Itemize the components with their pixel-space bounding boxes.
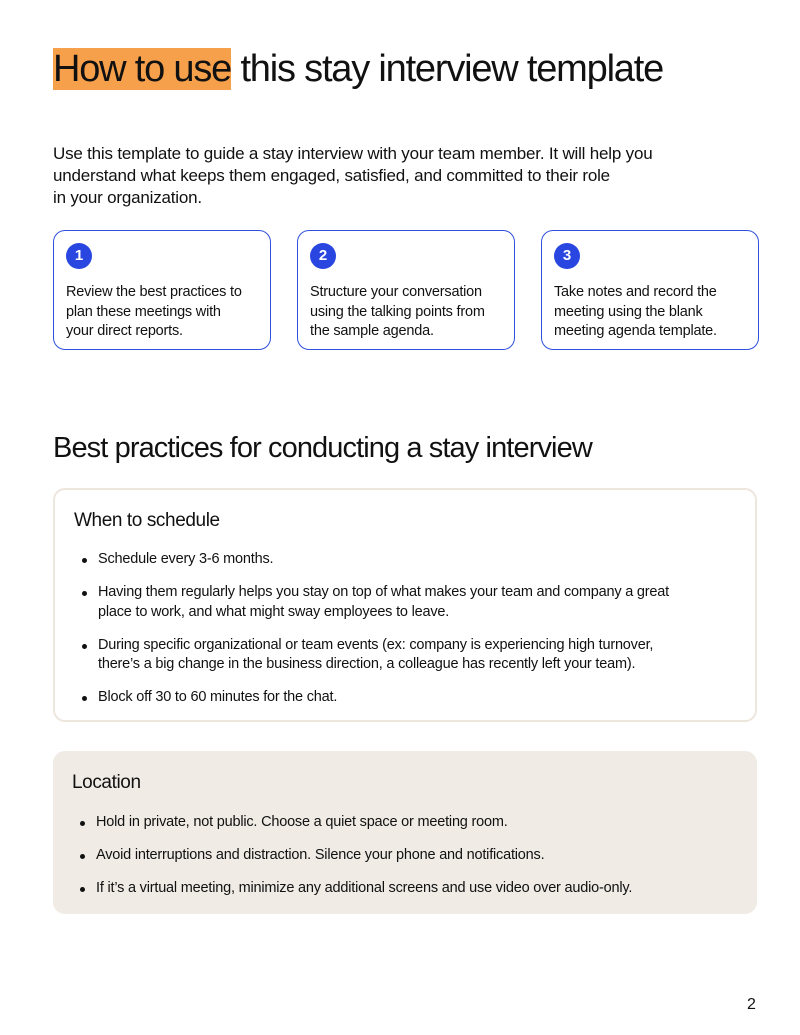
intro-line: in your organization.	[53, 188, 202, 207]
when-to-schedule-card	[53, 488, 757, 722]
step-text-line: meeting agenda template.	[554, 323, 717, 339]
step-text-line: plan these meetings with	[66, 303, 221, 320]
step-card-2	[297, 230, 515, 350]
location-card	[53, 751, 757, 914]
list-item	[80, 813, 730, 833]
step-text-line: your direct reports.	[66, 323, 183, 339]
list-item-line: If it’s a virtual meeting, minimize any additional screens and use video over audio-only.	[96, 880, 633, 896]
intro-line: understand what keeps them engaged, satisfied, and committed to their role	[53, 166, 610, 185]
list-item	[82, 550, 732, 570]
step-number-badge: 3	[554, 243, 580, 269]
title-rest: this stay interview template	[231, 48, 664, 90]
step-text-line: meeting using the blank	[554, 303, 703, 320]
page-number: 2	[747, 996, 756, 1013]
list-item-line: there’s a big change in the business direction, a colleague has recently left your team).	[98, 656, 636, 672]
step-text-line: the sample agenda.	[310, 323, 434, 339]
step-number-badge: 1	[66, 243, 92, 269]
page-title	[53, 47, 663, 91]
step-card-3	[541, 230, 759, 350]
card-heading: When to schedule	[74, 510, 220, 531]
step-text	[66, 283, 264, 342]
list-item-line: Hold in private, not public. Choose a quiet space or meeting room.	[96, 814, 508, 830]
step-number-badge: 2	[310, 243, 336, 269]
intro-line: Use this template to guide a stay interview with your team member. It will help you	[53, 144, 653, 163]
list-item-line: Schedule every 3-6 months.	[98, 551, 274, 567]
list-item	[80, 879, 730, 899]
list-item-line: place to work, and what might sway employees to leave.	[98, 603, 450, 620]
list-item	[82, 636, 732, 675]
intro-paragraph	[53, 143, 713, 209]
step-text-line: Take notes and record the	[554, 284, 717, 300]
step-text-line: Structure your conversation	[310, 284, 482, 300]
title-highlight: How to use	[53, 48, 232, 90]
step-card-1	[53, 230, 271, 350]
step-text-line: using the talking points from	[310, 303, 485, 320]
bullet-list	[80, 813, 730, 912]
step-text	[310, 283, 508, 342]
step-text-line: Review the best practices to	[66, 284, 242, 300]
bullet-list	[82, 550, 732, 721]
list-item	[82, 688, 732, 708]
section-heading: Best practices for conducting a stay interview	[53, 432, 592, 464]
list-item-line: Block off 30 to 60 minutes for the chat.	[98, 689, 338, 705]
card-heading: Location	[72, 772, 141, 793]
list-item	[80, 846, 730, 866]
list-item	[82, 583, 732, 622]
list-item-line: Having them regularly helps you stay on top of what makes your team and company a great	[98, 584, 669, 600]
list-item-line: Avoid interruptions and distraction. Silence your phone and notifications.	[96, 847, 545, 863]
list-item-line: During specific organizational or team events (ex: company is experiencing high turnover,	[98, 636, 654, 653]
step-text	[554, 283, 752, 342]
